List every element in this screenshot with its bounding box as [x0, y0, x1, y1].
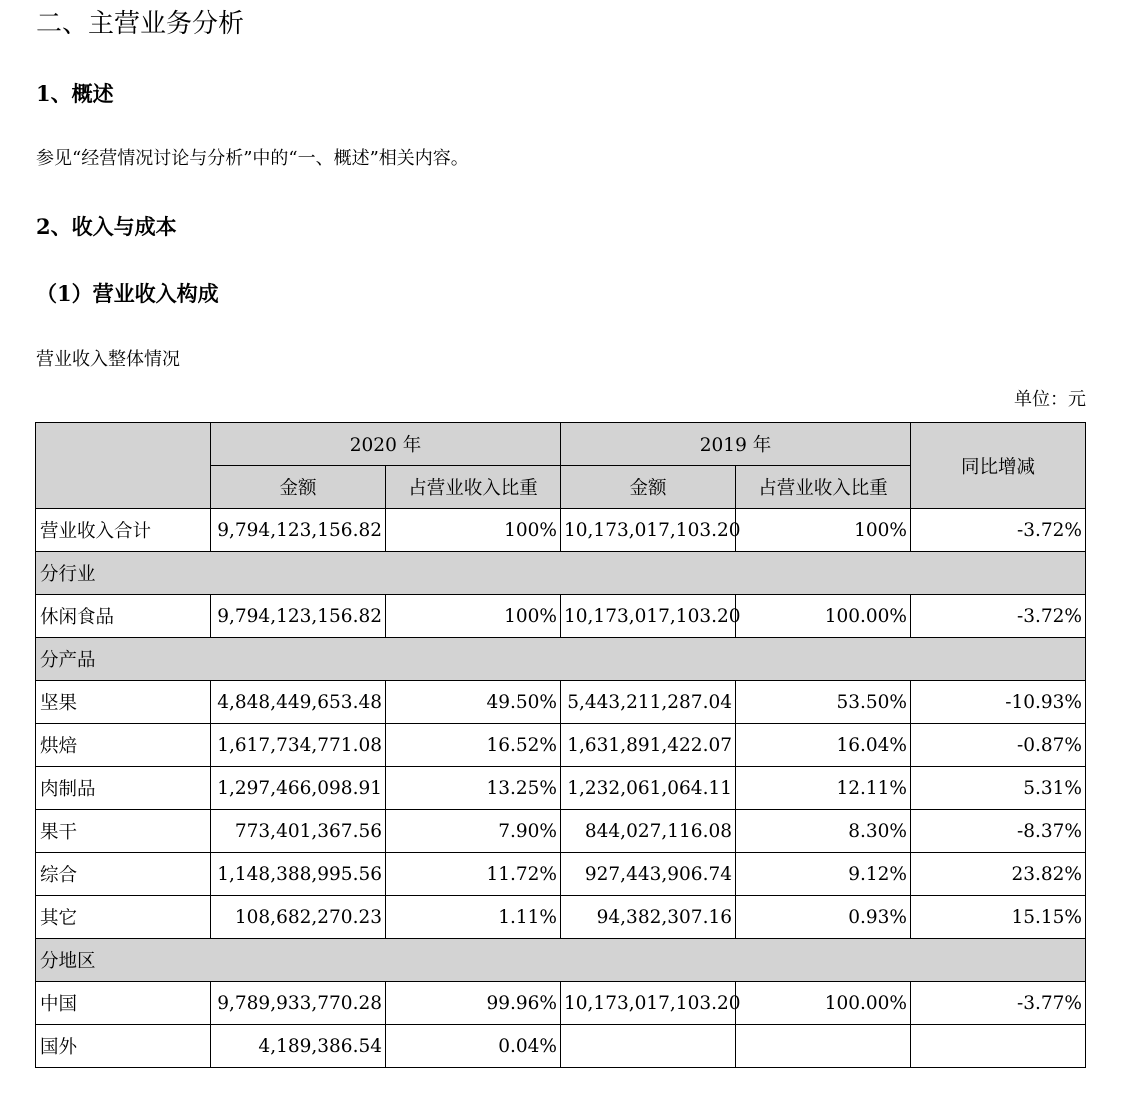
table-caption: 营业收入整体情况	[36, 349, 180, 370]
yoy-change: -0.87%	[911, 724, 1086, 767]
revenue-composition-heading: （1）营业收入构成	[36, 281, 219, 306]
yoy-change	[911, 1025, 1086, 1068]
share-2020: 100%	[386, 595, 561, 638]
amount-2019: 10,173,017,103.20	[561, 595, 736, 638]
header-share-2020: 占营业收入比重	[386, 466, 561, 509]
row-label: 国外	[36, 1025, 211, 1068]
yoy-change: 23.82%	[911, 853, 1086, 896]
table-row	[36, 982, 1086, 1025]
yoy-change: -3.72%	[911, 509, 1086, 552]
share-2019: 100%	[736, 509, 911, 552]
yoy-change: 15.15%	[911, 896, 1086, 939]
table-row	[36, 853, 1086, 896]
table-row	[36, 681, 1086, 724]
amount-2020: 9,794,123,156.82	[211, 595, 386, 638]
amount-2019: 10,173,017,103.20	[561, 509, 736, 552]
share-2020: 1.11%	[386, 896, 561, 939]
share-2019: 100.00%	[736, 982, 911, 1025]
share-2020: 16.52%	[386, 724, 561, 767]
yoy-change: 5.31%	[911, 767, 1086, 810]
share-2019: 0.93%	[736, 896, 911, 939]
share-2020: 0.04%	[386, 1025, 561, 1068]
yoy-change: -3.72%	[911, 595, 1086, 638]
amount-2019: 94,382,307.16	[561, 896, 736, 939]
amount-2019: 1,232,061,064.11	[561, 767, 736, 810]
share-2020: 100%	[386, 509, 561, 552]
share-2019: 16.04%	[736, 724, 911, 767]
row-label: 坚果	[36, 681, 211, 724]
row-label: 肉制品	[36, 767, 211, 810]
section-title: 二、主营业务分析	[36, 9, 245, 39]
header-yoy: 同比增减	[911, 423, 1086, 509]
amount-2020: 9,789,933,770.28	[211, 982, 386, 1025]
share-2019: 53.50%	[736, 681, 911, 724]
revenue-table	[35, 422, 1086, 1068]
row-label: 营业收入合计	[36, 509, 211, 552]
header-year-2019: 2019 年	[561, 423, 911, 466]
yoy-change: -8.37%	[911, 810, 1086, 853]
header-blank-cell	[36, 423, 211, 509]
amount-2020: 4,189,386.54	[211, 1025, 386, 1068]
share-2020: 49.50%	[386, 681, 561, 724]
amount-2020: 1,148,388,995.56	[211, 853, 386, 896]
share-2019	[736, 1025, 911, 1068]
yoy-change: -3.77%	[911, 982, 1086, 1025]
section-label: 分地区	[36, 939, 1086, 982]
row-label: 其它	[36, 896, 211, 939]
table-row	[36, 595, 1086, 638]
table-row	[36, 1025, 1086, 1068]
section-row-region	[36, 939, 1086, 982]
total-row	[36, 509, 1086, 552]
header-year-2020: 2020 年	[211, 423, 561, 466]
row-label: 中国	[36, 982, 211, 1025]
amount-2020: 1,297,466,098.91	[211, 767, 386, 810]
overview-text: 参见“经营情况讨论与分析”中的“一、概述”相关内容。	[36, 148, 469, 169]
row-label: 休闲食品	[36, 595, 211, 638]
revenue-cost-heading: 2、收入与成本	[36, 214, 177, 239]
header-amount-2019: 金额	[561, 466, 736, 509]
amount-2019	[561, 1025, 736, 1068]
table-row	[36, 724, 1086, 767]
amount-2020: 108,682,270.23	[211, 896, 386, 939]
amount-2019: 1,631,891,422.07	[561, 724, 736, 767]
section-label: 分产品	[36, 638, 1086, 681]
header-row-years	[36, 423, 1086, 466]
share-2020: 13.25%	[386, 767, 561, 810]
section-row-industry	[36, 552, 1086, 595]
header-share-2019: 占营业收入比重	[736, 466, 911, 509]
section-label: 分行业	[36, 552, 1086, 595]
amount-2019: 10,173,017,103.20	[561, 982, 736, 1025]
amount-2020: 9,794,123,156.82	[211, 509, 386, 552]
amount-2019: 927,443,906.74	[561, 853, 736, 896]
table-row	[36, 896, 1086, 939]
amount-2020: 4,848,449,653.48	[211, 681, 386, 724]
table-row	[36, 767, 1086, 810]
share-2019: 8.30%	[736, 810, 911, 853]
yoy-change: -10.93%	[911, 681, 1086, 724]
row-label: 综合	[36, 853, 211, 896]
amount-2020: 1,617,734,771.08	[211, 724, 386, 767]
amount-2020: 773,401,367.56	[211, 810, 386, 853]
row-label: 烘焙	[36, 724, 211, 767]
header-amount-2020: 金额	[211, 466, 386, 509]
unit-label: 单位：元	[1014, 389, 1086, 410]
share-2020: 7.90%	[386, 810, 561, 853]
overview-heading: 1、概述	[36, 81, 114, 106]
table-row	[36, 810, 1086, 853]
amount-2019: 844,027,116.08	[561, 810, 736, 853]
share-2019: 100.00%	[736, 595, 911, 638]
share-2019: 9.12%	[736, 853, 911, 896]
share-2019: 12.11%	[736, 767, 911, 810]
amount-2019: 5,443,211,287.04	[561, 681, 736, 724]
section-row-product	[36, 638, 1086, 681]
share-2020: 99.96%	[386, 982, 561, 1025]
share-2020: 11.72%	[386, 853, 561, 896]
row-label: 果干	[36, 810, 211, 853]
